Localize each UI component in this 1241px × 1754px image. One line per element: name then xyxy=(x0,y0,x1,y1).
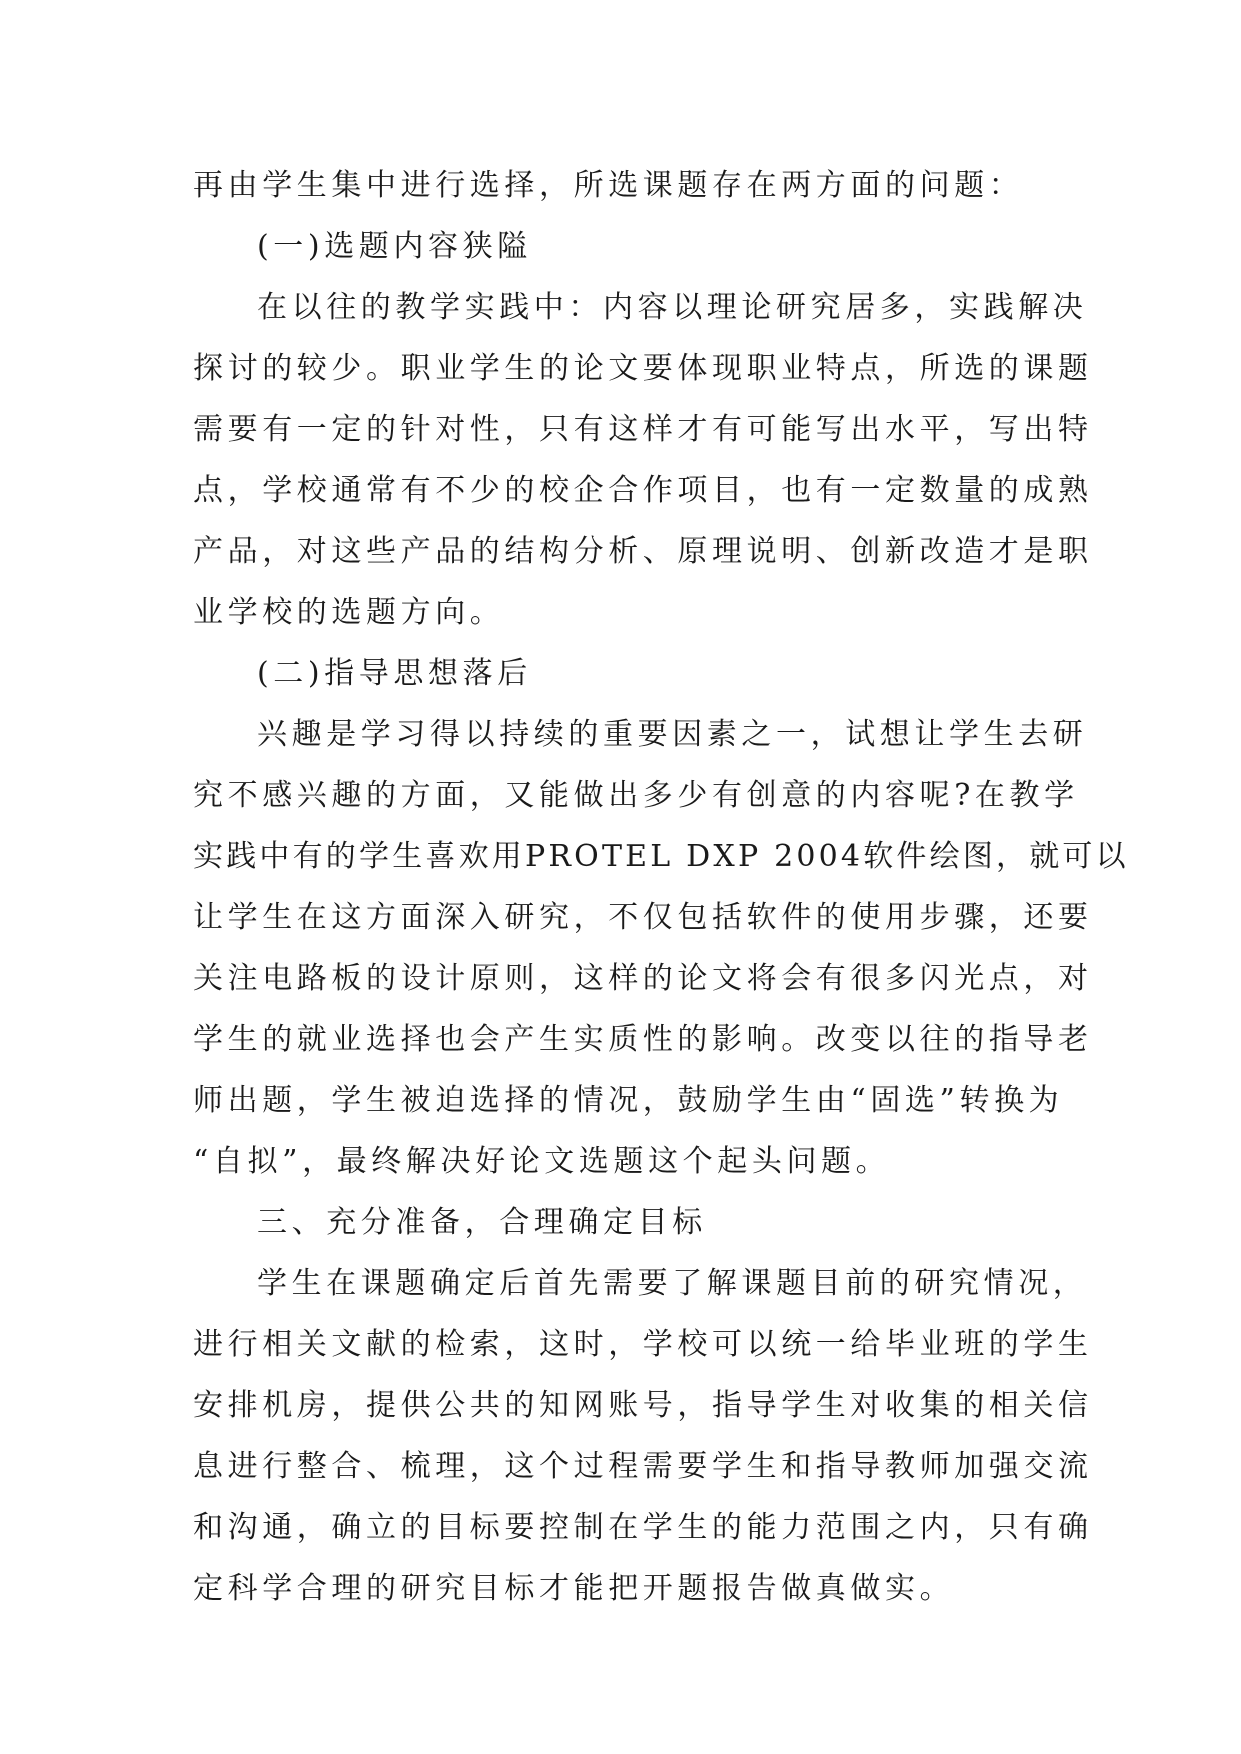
paragraph-line: 在以往的教学实践中：内容以理论研究居多，实践解决 xyxy=(257,290,1088,325)
paragraph-line: 探讨的较少。职业学生的论文要体现职业特点，所选的课题 xyxy=(193,351,1093,386)
paragraph-line: 兴趣是学习得以持续的重要因素之一，试想让学生去研 xyxy=(257,717,1088,752)
document-page xyxy=(193,155,1129,1619)
paragraph-line: 需要有一定的针对性，只有这样才有可能写出水平，写出特 xyxy=(193,412,1093,447)
paragraph-line: 师出题，学生被迫选择的情况，鼓励学生由“固选”转换为 xyxy=(193,1083,1064,1118)
paragraph-line: 业学校的选题方向。 xyxy=(193,595,505,630)
paragraph-line: 究不感兴趣的方面，又能做出多少有创意的内容呢?在教学 xyxy=(193,778,1079,813)
paragraph-line: “自拟”，最终解决好论文选题这个起头问题。 xyxy=(193,1144,891,1179)
paragraph-line: 息进行整合、梳理，这个过程需要学生和指导教师加强交流 xyxy=(193,1449,1093,1484)
section-heading-3: 三、充分准备，合理确定目标 xyxy=(257,1205,707,1240)
paragraph-line: 产品，对这些产品的结构分析、原理说明、创新改造才是职 xyxy=(193,534,1093,569)
paragraph-line: 让学生在这方面深入研究，不仅包括软件的使用步骤，还要 xyxy=(193,900,1093,935)
paragraph-line: 关注电路板的设计原则，这样的论文将会有很多闪光点，对 xyxy=(193,961,1093,996)
section-heading-1: (一)选题内容狭隘 xyxy=(257,229,532,264)
paragraph-line: 学生在课题确定后首先需要了解课题目前的研究情况， xyxy=(257,1266,1088,1301)
paragraph-line: 实践中有的学生喜欢用PROTEL DXP 2004软件绘图，就可以 xyxy=(193,839,1129,874)
paragraph-line: 学生的就业选择也会产生实质性的影响。改变以往的指导老 xyxy=(193,1022,1093,1057)
paragraph-line: 再由学生集中进行选择，所选课题存在两方面的问题： xyxy=(193,168,1024,203)
paragraph-line: 定科学合理的研究目标才能把开题报告做真做实。 xyxy=(193,1571,955,1606)
paragraph-line: 安排机房，提供公共的知网账号，指导学生对收集的相关信 xyxy=(193,1388,1093,1423)
section-heading-2: (二)指导思想落后 xyxy=(257,656,532,691)
paragraph-line: 点，学校通常有不少的校企合作项目，也有一定数量的成熟 xyxy=(193,473,1093,508)
paragraph-line: 和沟通，确立的目标要控制在学生的能力范围之内，只有确 xyxy=(193,1510,1093,1545)
paragraph-line: 进行相关文献的检索，这时，学校可以统一给毕业班的学生 xyxy=(193,1327,1093,1362)
